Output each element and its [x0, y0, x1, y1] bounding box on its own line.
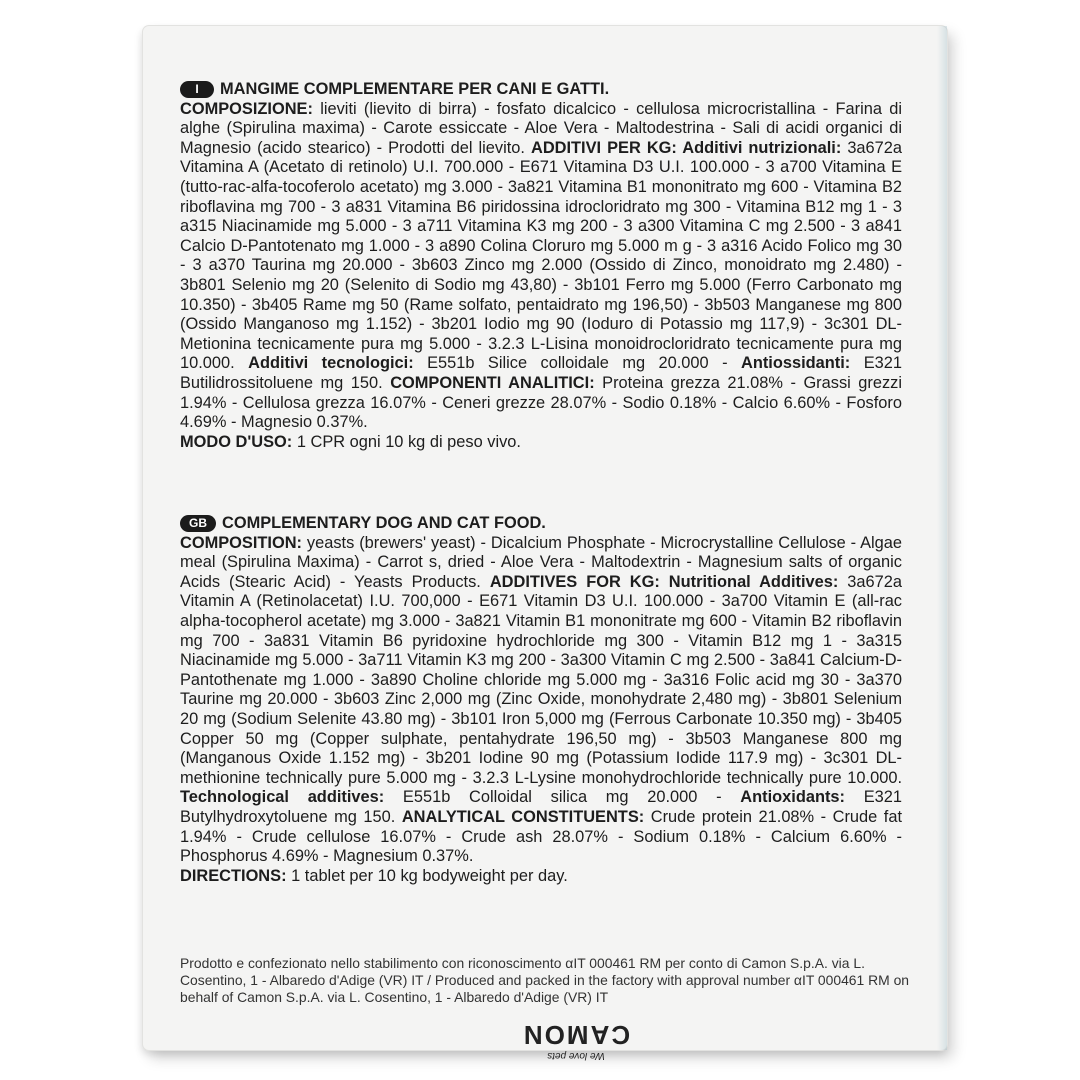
english-composition-text: yeasts (brewers' yeast) - Dicalcium Phosphate - Microcrystalline Cellulose - Algae meal (Spirulina Maxima) - Carrot s, dried - Aloe Vera - Maltodextrin - Magnesium salts of organic Acids (Stearic Acid) - Yeasts Products. [180, 533, 902, 591]
package-panel [143, 26, 947, 1061]
english-section [180, 514, 902, 886]
italian-analytical-label: COMPONENTI ANALITICI: [390, 373, 595, 392]
english-heading: COMPLEMENTARY DOG AND CAT FOOD. [222, 514, 546, 532]
english-composition-label: COMPOSITION: [180, 533, 303, 552]
english-tech-text: E551b Colloidal silica mg 20.000 - [384, 788, 741, 807]
italian-usage-text: 1 CPR ogni 10 kg di peso vivo. [292, 432, 521, 451]
english-additives-text: 3a672a Vitamin A (Retinolacetat) I.U. 700,000 - E671 Vitamin D3 U.I. 100.000 - 3a700 Vitamin E (all-rac alpha-tocopherol acetate) mg 3.000 - 3a821 Vitamin B1 mononitrate mg 600 - Vitamin B2 riboflavin mg 700 - 3a831 Vitamin B6 pyridoxine hydrochloride mg 300 - Vitamin B12 mg 1 - 3a315 Niacinamide mg 5.000 - 3a711 Vitamin K3 mg 200 - 3a300 Vitamin C mg 2.500 - 3a841 Calcium-D-Pantothenate mg 1.000 - 3a890 Choline chloride mg 5.000 mg - 3a316 Folic acid mg 30 - 3a370 Taurine mg 20.000 - 3b603 Zinc 2,000 mg (Zinc Oxide, monohydrate 2,480 mg) - 3b801 Selenium 20 mg (Sodium Selenite 43.80 mg) - 3b101 Iron 5,000 mg (Ferrous Carbonate 10.350 mg) - 3b405 Copper 50 mg (Copper sulphate, pentahydrate 196,50 mg) - 3b503 Manganese 800 mg (Manganous Oxide 1.152 mg) - 3b201 Iodine 90 mg (Potassium Iodide 117.9 mg) - 3c301 DL-methionine technically pure 5.000 mg - 3.2.3 L-Lysine monohydrochloride technically pure 10.000. [180, 572, 902, 787]
english-antiox-text: E321 Butylhydroxytoluene mg 150. [180, 788, 902, 826]
english-analytical-text: Crude protein 21.08% - Crude fat 1.94% - Crude cellulose 16.07% - Crude ash 28.07% - Sodium 0.18% - Calcium 6.60% - Phosphorus 4.69% - Magnesium 0.37%. [180, 807, 903, 866]
italian-additives-label: ADDITIVI PER KG: Additivi nutrizionali: [530, 138, 842, 157]
brand-logo [501, 1021, 651, 1061]
italian-tech-label: Additivi tecnologici: [248, 354, 414, 373]
italian-body [180, 100, 902, 433]
english-language-badge: GB [180, 515, 216, 532]
producer-footer: Prodotto e confezionato nello stabilimento con riconoscimento αIT 000461 RM per conto di Camon S.p.A. via L. Cosentino, 1 - Albaredo d'Adige (VR) IT / Produced and packed in the factory with approval number αIT 000461 RM on behalf of Camon S.p.A. via L. Cosentino, 1 - Albaredo d'Adige (VR) IT [180, 955, 910, 1005]
italian-additives-text: 3a672a Vitamina A (Acetato di retinolo) U.I. 700.000 - E671 Vitamina D3 U.I. 100.000 - 3 a700 Vitamina E (tutto-rac-alfa-tocoferolo acetato) mg 3.000 - 3a821 Vitamina B1 mononitrato mg 600 - Vitamina B2 riboflavina mg 700 - 3 a831 Vitamina B6 piridossina idrocloridrato mg 300 - Vitamina B12 mg 1 - 3 a315 Niacinamide mg 5.000 - 3 a711 Vitamina K3 mg 200 - 3 a300 Vitamina C mg 2.500 - 3 a841 Calcio D-Pantotenato mg 1.000 - 3 a890 Colina Cloruro mg 5.000 m g - 3 a316 Acido Folico mg 30 - 3 a370 Taurina mg 20.000 - 3b603 Zinco mg 2.000 (Ossido di Zinco, monoidrato mg 2.480) - 3b801 Selenio mg 20 (Selenito di Sodio mg 43,80) - 3b101 Ferro mg 5.000 (Ferro Carbonato mg 10.350) - 3b405 Rame mg 50 (Rame solfato, pentaidrato mg 196,50) - 3b503 Manganese mg 800 (Ossido Manganoso mg 1.152) - 3b201 Iodio mg 90 (Ioduro di Potassio mg 117,9) - 3c301 DL-Metionina tecnicamente pura mg 5.000 - 3.2.3 L-Lisina monoidrocloridrato tecnicamente pura mg 10.000. [180, 138, 903, 373]
english-usage-label: DIRECTIONS: [180, 866, 287, 885]
italian-usage-label: MODO D'USO: [180, 432, 293, 451]
italian-section [180, 80, 902, 452]
italian-antiox-label: Antiossidanti: [741, 354, 851, 373]
english-antiox-label: Antioxidants: [740, 788, 845, 807]
italian-heading: MANGIME COMPLEMENTARE PER CANI E GATTI. [220, 80, 610, 98]
italian-antiox-text: E321 Butilidrossitoluene mg 150. [180, 354, 903, 392]
english-additives-label: ADDITIVES FOR KG: Nutritional Additives: [489, 572, 839, 591]
english-directions [180, 867, 902, 887]
brand-tagline: We love pets [547, 1050, 605, 1061]
english-tech-label: Technological additives: [180, 788, 385, 807]
italian-composition-text: lieviti (lievito di birra) - fosfato dicalcico - cellulosa microcristallina - Farina di alghe (Spirulina maxima) - Carote essiccate - Aloe Vera - Maltodestrina - Sali di acidi organici di Magnesio (acido stearico) - Prodotti del lievito. [180, 99, 902, 157]
italian-language-badge: I [180, 81, 214, 98]
italian-composition-label: COMPOSIZIONE: [180, 99, 313, 118]
italian-heading-line [180, 80, 902, 100]
english-usage-text: 1 tablet per 10 kg bodyweight per day. [286, 866, 568, 885]
english-heading-line [180, 514, 902, 534]
italian-analytical-text: Proteina grezza 21.08% - Grassi grezzi 1.94% - Cellulosa grezza 16.07% - Ceneri grezze 28.07% - Sodio 0.18% - Calcio 6.60% - Fosforo 4.69% - Magnesio 0.37%. [180, 373, 903, 432]
italian-tech-text: E551b Silice colloidale mg 20.000 - [413, 354, 741, 373]
brand-logo-text: CAMON [521, 1020, 631, 1050]
english-analytical-label: ANALYTICAL CONSTITUENTS: [401, 807, 645, 826]
italian-usage [180, 433, 902, 453]
english-body [180, 534, 902, 867]
